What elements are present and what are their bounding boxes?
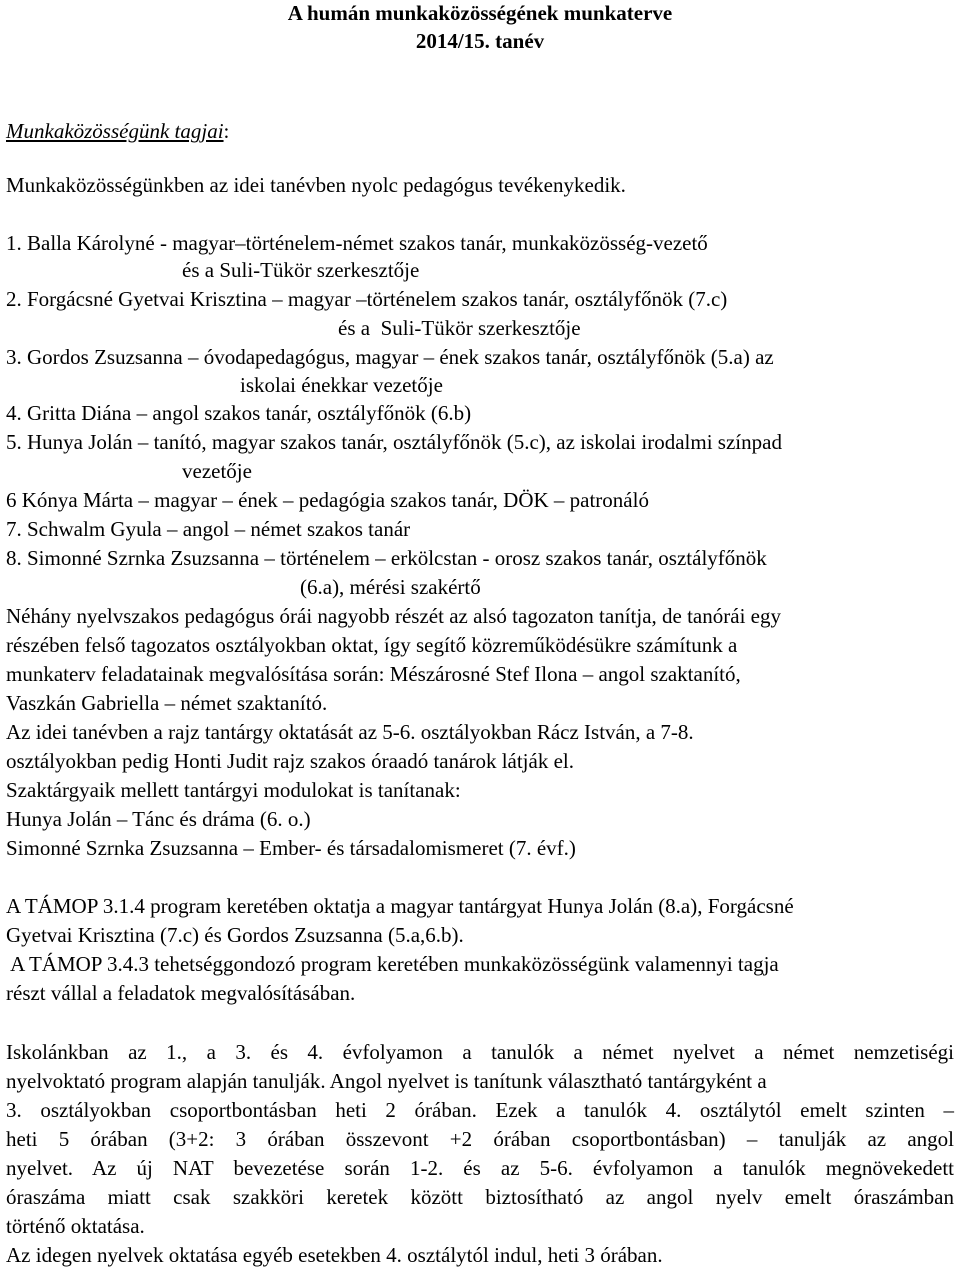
module-1: Hunya Jolán – Tánc és dráma (6. o.) [6,807,311,831]
modules-intro: Szaktárgyaik mellett tantárgyi modulokat is tanítanak: [6,778,461,802]
language-paragraph-line-4: heti 5 órában (3+2: 3 órában összevont +2 órában csoportbontásban) – tanulják az angol [6,1127,954,1151]
language-paragraph-line-1: Iskolánkban az 1., a 3. és 4. évfolyamon a tanulók a német nyelvet a német nemzetiségi [6,1040,954,1064]
members-heading [6,118,229,145]
paragraph-1-line-3: munkaterv feladatainak megvalósítása során: Mészárosné Stef Ilona – angol szaktanító, [6,662,741,686]
tamop-343-line-2: részt vállal a feladatok megvalósításában. [6,981,356,1005]
language-paragraph-last: Az idegen nyelvek oktatása egyéb esetekben 4. osztálytól indul, heti 3 órában. [6,1243,663,1267]
member-2-line-2: és a Suli-Tükör szerkesztője [338,316,581,340]
intro-paragraph: Munkaközösségünkben az idei tanévben nyolc pedagógus tevékenykedik. [6,173,626,197]
module-2: Simonné Szrnka Zsuzsanna – Ember- és társadalomismeret (7. évf.) [6,836,576,860]
member-5-line-2: vezetője [182,459,252,483]
member-2-line-1: 2. Forgácsné Gyetvai Krisztina – magyar –történelem szakos tanár, osztályfőnök (7.c) [6,287,728,311]
member-7: 7. Schwalm Gyula – angol – német szakos tanár [6,517,411,541]
tamop-343-line-1: A TÁMOP 3.4.3 tehetséggondozó program keretében munkaközösségünk valamennyi tagja [6,952,779,976]
paragraph-2-line-2: osztályokban pedig Honti Judit rajz szakos óraadó tanárok látják el. [6,749,574,773]
paragraph-1-line-2: részében felső tagozatos osztályokban oktat, így segítő közreműködésükre számítunk a [6,633,738,657]
language-paragraph-line-2: nyelvoktató program alapján tanulják. Angol nyelvet is tanítunk választható tantárgyként a [6,1069,767,1093]
member-4: 4. Gritta Diána – angol szakos tanár, osztályfőnök (6.b) [6,401,472,425]
members-heading-text: Munkaközösségünk tagjai [6,119,224,143]
members-heading-colon: : [223,119,230,143]
member-8-line-1: 8. Simonné Szrnka Zsuzsanna – történelem – erkölcstan - orosz szakos tanár, osztályfőnök [6,546,767,570]
member-1-line-1: 1. Balla Károlyné - magyar–történelem-német szakos tanár, munkaközösség-vezető [6,231,708,255]
school-year: 2014/15. tanév [415,29,545,53]
tamop-314-line-1: A TÁMOP 3.1.4 program keretében oktatja a magyar tantárgyat Hunya Jolán (8.a), Forgácsné [6,894,794,918]
member-5-line-1: 5. Hunya Jolán – tanító, magyar szakos tanár, osztályfőnök (5.c), az iskolai irodalmi színpad [6,430,782,454]
member-1-line-2: és a Suli-Tükör szerkesztője [182,258,420,282]
language-paragraph-line-5: nyelvet. Az új NAT bevezetése során 1-2. és az 5-6. évfolyamon a tanulók megnövekedett [6,1156,954,1180]
language-paragraph-line-7: történő oktatása. [6,1214,145,1238]
tamop-314-line-2: Gyetvai Krisztina (7.c) és Gordos Zsuzsanna (5.a,6.b). [6,923,464,947]
language-paragraph-line-3: 3. osztályokban csoportbontásban heti 2 órában. Ezek a tanulók 4. osztálytól emelt szinten – [6,1098,954,1122]
paragraph-2-line-1: Az idei tanévben a rajz tantárgy oktatását az 5-6. osztályokban Rácz István, a 7-8. [6,720,694,744]
language-paragraph-line-6: óraszáma miatt csak szakköri keretek között biztosítható az angol nyelv emelt óraszámban [6,1185,954,1209]
member-3-line-2: iskolai énekkar vezetője [240,373,443,397]
paragraph-1-line-4: Vaszkán Gabriella – német szaktanító. [6,691,328,715]
member-6: 6 Kónya Márta – magyar – ének – pedagógia szakos tanár, DÖK – patronáló [6,488,649,512]
member-3-line-1: 3. Gordos Zsuzsanna – óvodapedagógus, magyar – ének szakos tanár, osztályfőnök (5.a) az [6,345,774,369]
member-8-line-2: (6.a), mérési szakértő [300,575,481,599]
paragraph-1-line-1: Néhány nyelvszakos pedagógus órái nagyobb részét az alsó tagozaton tanítja, de tanórái egy [6,604,781,628]
document-title: A humán munkaközösségének munkaterve [287,1,673,25]
